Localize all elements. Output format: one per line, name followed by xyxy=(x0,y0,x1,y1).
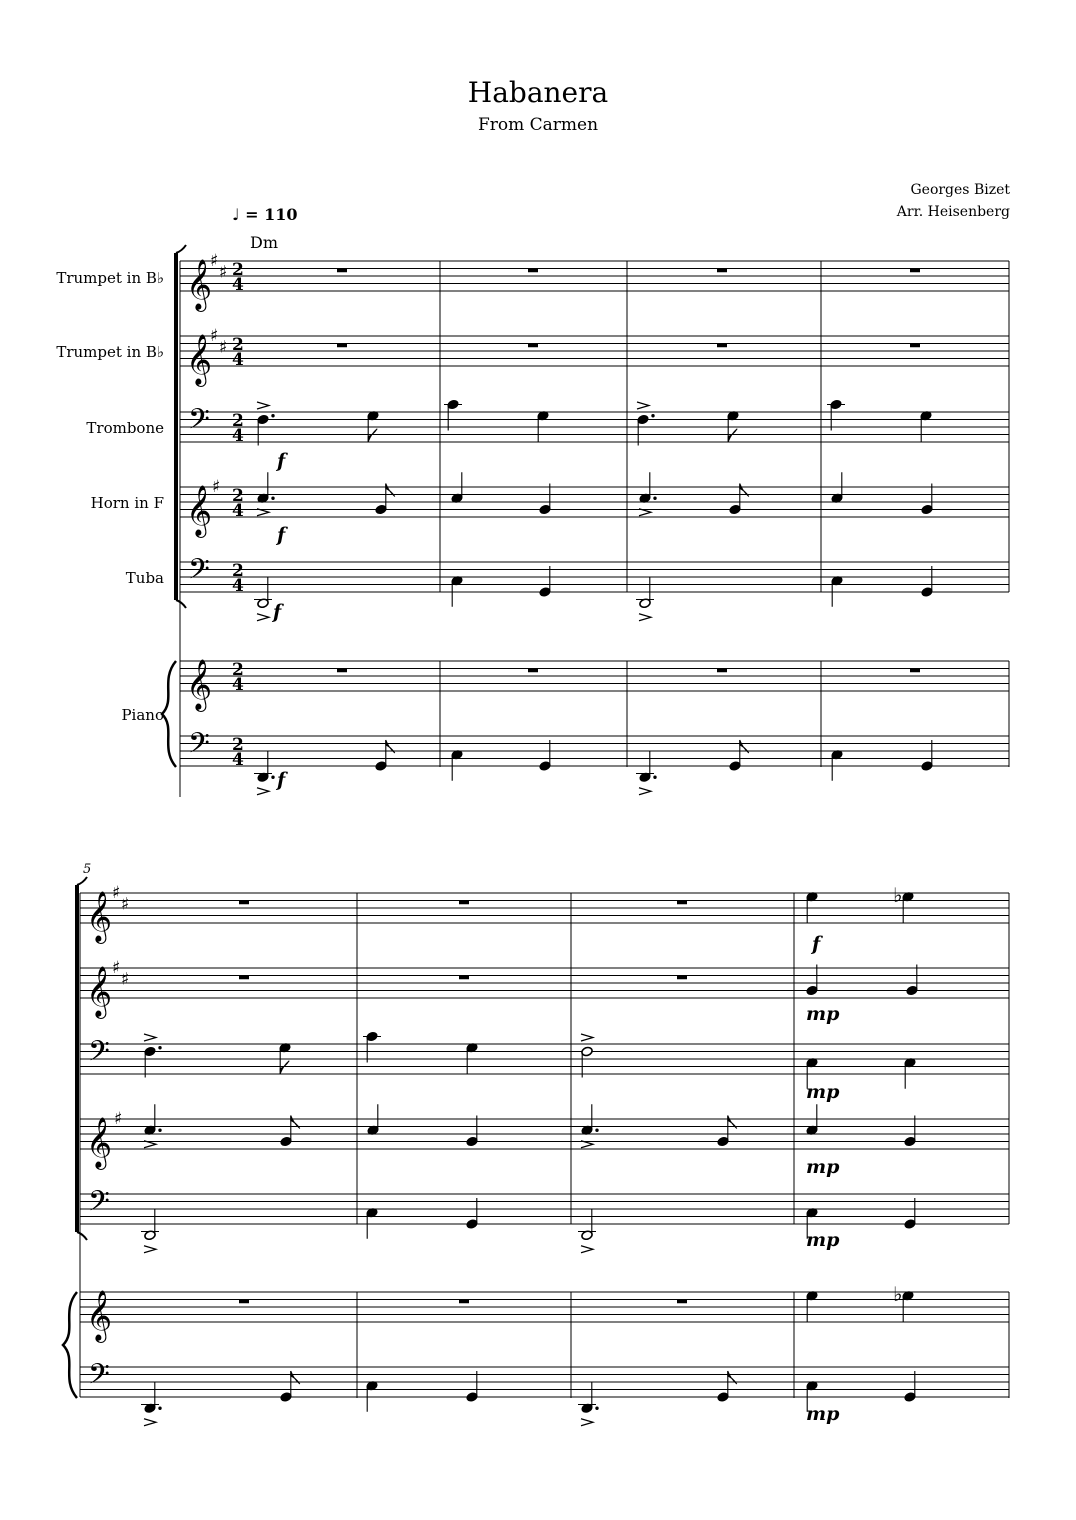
half-rest xyxy=(677,976,687,980)
arranger-credit: Arr. Heisenberg xyxy=(896,204,1010,220)
dot xyxy=(158,1407,161,1410)
accent-mark xyxy=(144,1034,156,1041)
eighth-flag xyxy=(280,1061,289,1074)
accent-mark xyxy=(257,402,269,409)
measure-number: 5 xyxy=(83,862,92,877)
piano-brace xyxy=(162,661,176,767)
dot xyxy=(595,1129,598,1132)
time-signature-top: 2 xyxy=(232,411,244,431)
dot xyxy=(158,1046,161,1049)
time-signature-bottom: 4 xyxy=(232,350,244,370)
dot xyxy=(271,497,274,500)
accent-mark xyxy=(581,1419,593,1426)
half-rest xyxy=(337,269,347,273)
sharp-accidental: ♯ xyxy=(212,477,221,497)
half-rest xyxy=(528,269,538,273)
tempo-value: = 110 xyxy=(245,205,298,224)
dot xyxy=(653,776,656,779)
dynamic-marking: f xyxy=(277,524,286,546)
sharp-accidental: ♯ xyxy=(112,958,121,978)
sharp-accidental: ♯ xyxy=(210,251,219,271)
half-rest xyxy=(717,669,727,673)
half-rest xyxy=(239,1300,249,1304)
treble-clef-icon: 𝄞 xyxy=(186,259,213,310)
time-signature-bottom: 4 xyxy=(232,675,244,695)
dot xyxy=(651,414,654,417)
eighth-flag xyxy=(368,429,377,442)
score-subtitle: From Carmen xyxy=(477,115,599,135)
ensemble-bracket xyxy=(176,600,186,608)
time-signature-top: 2 xyxy=(232,660,244,680)
ensemble-bracket xyxy=(77,1232,87,1240)
instrument-label-trumpet-2: Trumpet in B♭ xyxy=(56,343,164,361)
half-rest xyxy=(337,344,347,348)
accent-mark xyxy=(637,402,649,409)
half-rest xyxy=(239,901,249,905)
half-rest xyxy=(528,344,538,348)
half-rest xyxy=(459,1300,469,1304)
accent-mark xyxy=(144,1419,156,1426)
treble-clef-icon: 𝄞 xyxy=(86,1117,113,1168)
sharp-accidental: ♯ xyxy=(114,1109,123,1129)
instrument-label-trombone: Trombone xyxy=(86,419,164,437)
time-signature-top: 2 xyxy=(232,561,244,581)
flat-accidental: ♭ xyxy=(893,882,903,907)
score-title: Habanera xyxy=(467,76,609,109)
accent-mark xyxy=(581,1246,593,1253)
sharp-accidental: ♯ xyxy=(121,894,130,915)
dynamic-marking: mp xyxy=(806,1403,840,1425)
treble-clef-icon: 𝄞 xyxy=(86,891,113,942)
treble-clef-icon: 𝄞 xyxy=(186,334,213,385)
piano-brace xyxy=(63,1292,77,1398)
half-rest xyxy=(910,669,920,673)
sharp-accidental: ♯ xyxy=(121,969,130,990)
dot xyxy=(271,776,274,779)
instrument-label-piano: Piano xyxy=(121,706,164,724)
half-rest xyxy=(337,669,347,673)
half-rest xyxy=(910,269,920,273)
half-rest xyxy=(239,976,249,980)
dynamic-marking: f xyxy=(277,769,286,791)
ensemble-bracket xyxy=(176,245,186,253)
half-rest xyxy=(459,901,469,905)
half-rest xyxy=(677,901,687,905)
bass-clef-icon: 𝄢 xyxy=(88,1035,110,1075)
half-rest xyxy=(459,976,469,980)
time-signature-bottom: 4 xyxy=(232,275,244,295)
dot xyxy=(653,497,656,500)
bass-clef-icon: 𝄢 xyxy=(188,727,210,767)
sharp-accidental: ♯ xyxy=(210,326,219,346)
bass-clef-icon: 𝄢 xyxy=(188,553,210,593)
dot xyxy=(595,1407,598,1410)
treble-clef-icon: 𝄞 xyxy=(186,485,213,536)
time-signature-top: 2 xyxy=(232,260,244,280)
accent-mark xyxy=(144,1246,156,1253)
bass-clef-icon: 𝄢 xyxy=(88,1185,110,1225)
accent-mark xyxy=(581,1034,593,1041)
time-signature-top: 2 xyxy=(232,735,244,755)
half-rest xyxy=(717,344,727,348)
time-signature-bottom: 4 xyxy=(232,576,244,596)
instrument-label-horn: Horn in F xyxy=(90,494,164,512)
instrument-label-tuba: Tuba xyxy=(125,569,164,587)
ensemble-bracket xyxy=(77,877,87,885)
treble-clef-icon: 𝄞 xyxy=(86,1290,113,1341)
dynamic-marking: mp xyxy=(806,1156,840,1178)
half-rest xyxy=(528,669,538,673)
treble-clef-icon: 𝄞 xyxy=(86,966,113,1017)
treble-clef-icon: 𝄞 xyxy=(186,659,213,710)
dynamic-marking: mp xyxy=(806,1003,840,1025)
half-rest xyxy=(677,1300,687,1304)
flat-accidental: ♭ xyxy=(893,1281,903,1306)
dot xyxy=(158,1129,161,1132)
time-signature-top: 2 xyxy=(232,486,244,506)
time-signature-top: 2 xyxy=(232,335,244,355)
dynamic-marking: f xyxy=(812,933,821,955)
composer-credit: Georges Bizet xyxy=(910,182,1010,198)
accent-mark xyxy=(257,788,269,795)
time-signature-bottom: 4 xyxy=(232,750,244,770)
instrument-label-trumpet-1: Trumpet in B♭ xyxy=(56,269,164,287)
bass-clef-icon: 𝄢 xyxy=(188,403,210,443)
time-signature-bottom: 4 xyxy=(232,426,244,446)
dynamic-marking: f xyxy=(277,450,286,472)
chord-symbol: Dm xyxy=(250,233,278,252)
dynamic-marking: f xyxy=(273,601,282,623)
accent-mark xyxy=(639,614,651,621)
quarter-note-icon: ♩ xyxy=(232,205,240,224)
half-rest xyxy=(910,344,920,348)
sharp-accidental: ♯ xyxy=(112,883,121,903)
half-rest xyxy=(717,269,727,273)
accent-mark xyxy=(639,788,651,795)
sharp-accidental: ♯ xyxy=(219,337,228,358)
sharp-accidental: ♯ xyxy=(219,262,228,283)
accent-mark xyxy=(257,614,269,621)
time-signature-bottom: 4 xyxy=(232,501,244,521)
dynamic-marking: mp xyxy=(806,1081,840,1103)
bass-clef-icon: 𝄢 xyxy=(88,1358,110,1398)
eighth-flag xyxy=(728,429,737,442)
dynamic-marking: mp xyxy=(806,1229,840,1251)
dot xyxy=(271,414,274,417)
